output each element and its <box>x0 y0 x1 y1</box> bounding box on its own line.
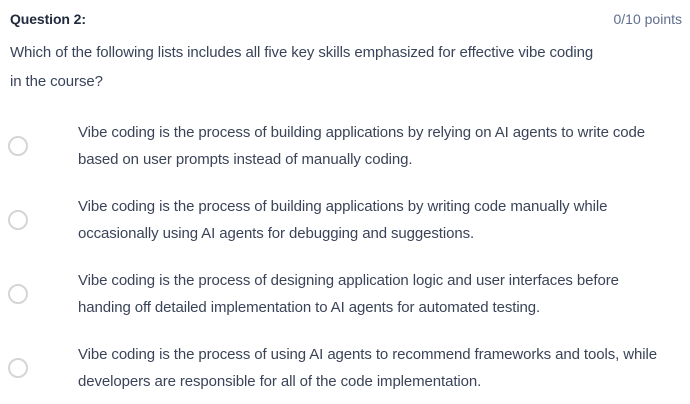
radio-button-option-1[interactable] <box>8 136 28 156</box>
points-badge: 0/10 points <box>613 11 682 27</box>
question-header <box>10 9 682 29</box>
answer-option-2-label <box>78 193 607 247</box>
question-text <box>10 38 682 96</box>
answer-option-line: Vibe coding is the process of building applications by writing code manually while <box>78 198 608 215</box>
answer-option-3[interactable] <box>10 267 682 321</box>
answer-option-line: based on user prompts instead of manually coding. <box>78 151 413 168</box>
question-number-label: Question 2: <box>10 11 86 27</box>
answer-option-3-label <box>78 267 619 321</box>
radio-button-option-3[interactable] <box>8 284 28 304</box>
question-text-line: Which of the following lists includes all five key skills emphasized for effective vibe coding <box>10 44 594 61</box>
answer-option-line: handing off detailed implementation to AI agents for automated testing. <box>78 299 541 316</box>
answer-option-4-label <box>78 341 657 395</box>
answer-option-line: Vibe coding is the process of designing application logic and user interfaces before <box>78 272 619 289</box>
answer-option-1[interactable] <box>10 119 682 173</box>
answer-option-line: Vibe coding is the process of using AI agents to recommend frameworks and tools, while <box>78 346 657 363</box>
question-text-line: in the course? <box>10 73 103 90</box>
radio-button-option-4[interactable] <box>8 358 28 378</box>
radio-button-option-2[interactable] <box>8 210 28 230</box>
answer-option-line: occasionally using AI agents for debugging and suggestions. <box>78 225 475 242</box>
answer-option-2[interactable] <box>10 193 682 247</box>
answer-option-line: developers are responsible for all of the code implementation. <box>78 373 482 390</box>
answer-options-list <box>10 119 682 395</box>
answer-option-line: Vibe coding is the process of building applications by relying on AI agents to write code <box>78 124 646 141</box>
answer-option-1-label <box>78 119 645 173</box>
answer-option-4[interactable] <box>10 341 682 395</box>
